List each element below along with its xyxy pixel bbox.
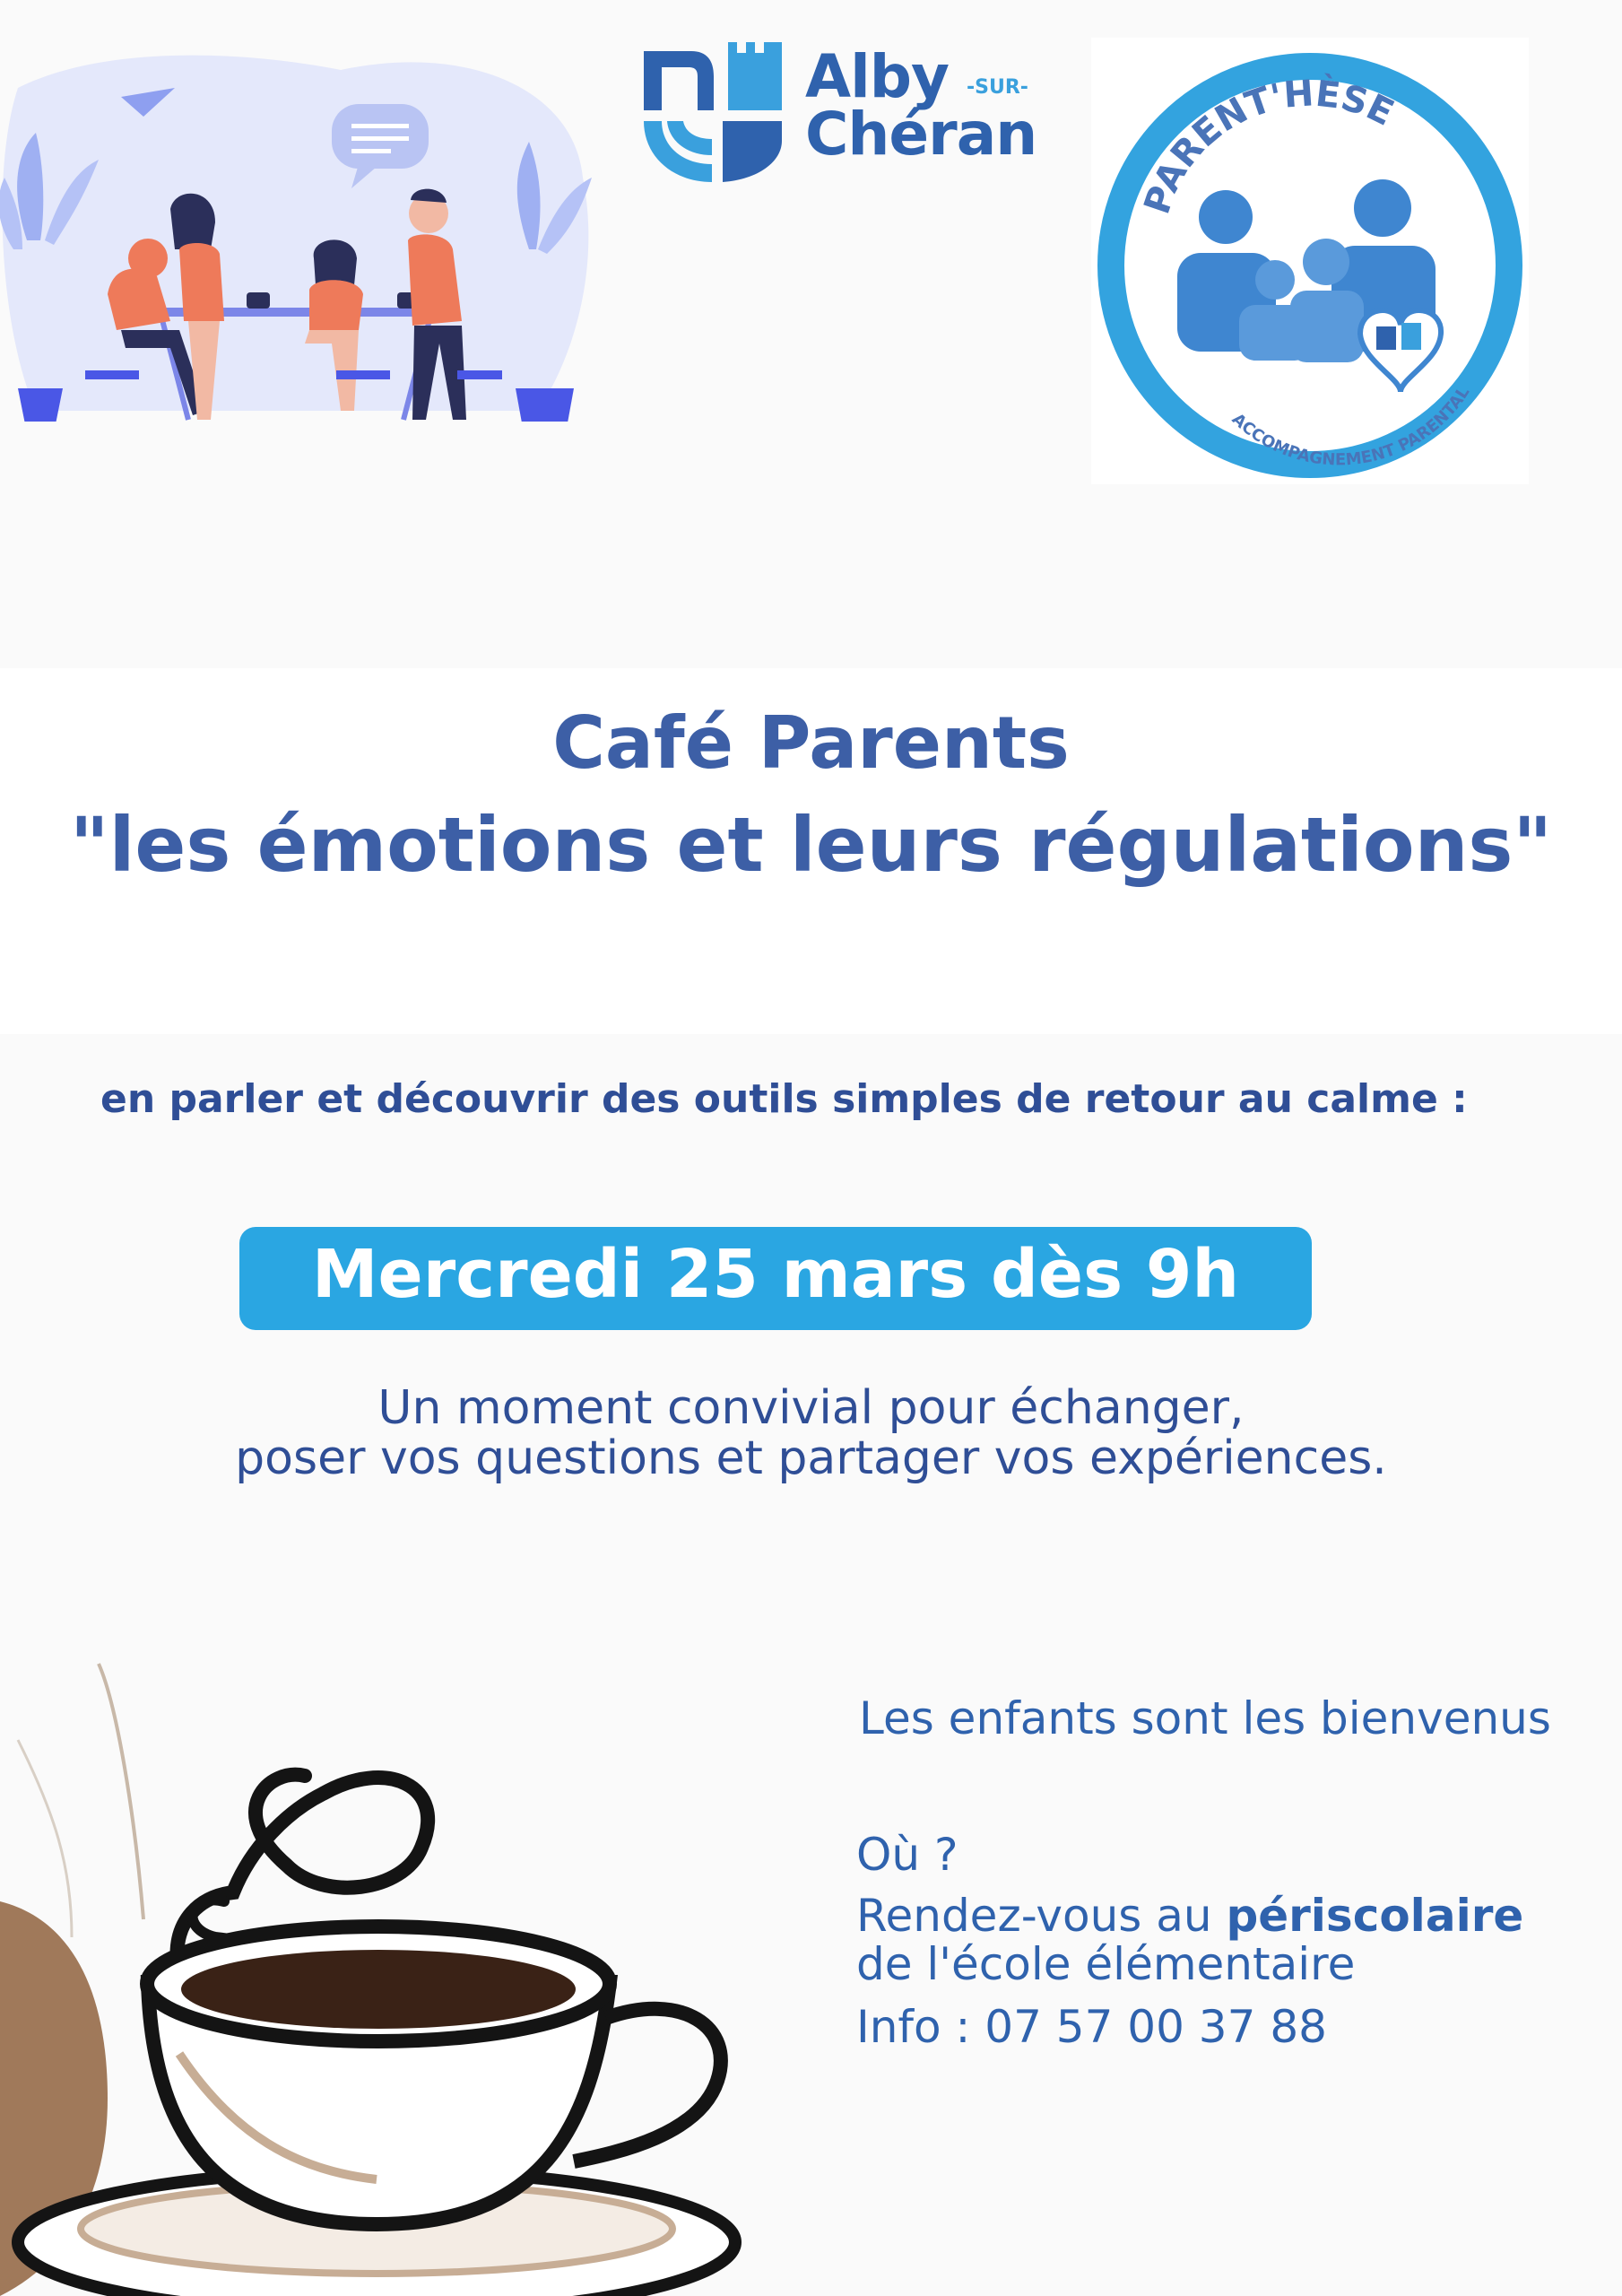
location-school: de l'école élémentaire (856, 1938, 1356, 1990)
badge-bottom-label: ACCOMPAGNEMENT PARENTAL (1227, 383, 1474, 470)
contact-phone: Info : 07 57 00 37 88 (856, 2001, 1327, 2053)
location-question: Où ? (856, 1829, 958, 1881)
kids-welcome-note: Les enfants sont les bienvenus (859, 1692, 1551, 1744)
parenthese-badge (1091, 38, 1529, 484)
description-line: poser vos questions et partager vos expériences. (235, 1431, 1387, 1485)
city-name-sur: -SUR- (967, 76, 1028, 99)
description-line: Un moment convivial pour échanger, (377, 1381, 1245, 1435)
location-line (856, 1891, 1523, 1941)
cafe-illustration (0, 34, 603, 422)
location-prefix: Rendez-vous au (856, 1890, 1227, 1942)
event-date: Mercredi 25 mars dès 9h (311, 1236, 1240, 1313)
event-description (0, 1383, 1622, 1483)
city-emblem-icon (642, 40, 785, 184)
coffee-cup-illustration (0, 1632, 789, 2296)
location-place: périscolaire (1226, 1890, 1524, 1942)
city-name-alby: Alby (805, 42, 949, 111)
event-theme: "les émotions et leurs régulations" (69, 801, 1553, 889)
city-logo (642, 40, 1054, 193)
event-title: Café Parents (552, 701, 1070, 785)
event-subtitle: en parler et découvrir des outils simples de retour au calme : (100, 1076, 1468, 1122)
city-name-cheran: Chéran (805, 100, 1037, 169)
badge-top-label: PARENT'HÈSE (1136, 73, 1401, 220)
